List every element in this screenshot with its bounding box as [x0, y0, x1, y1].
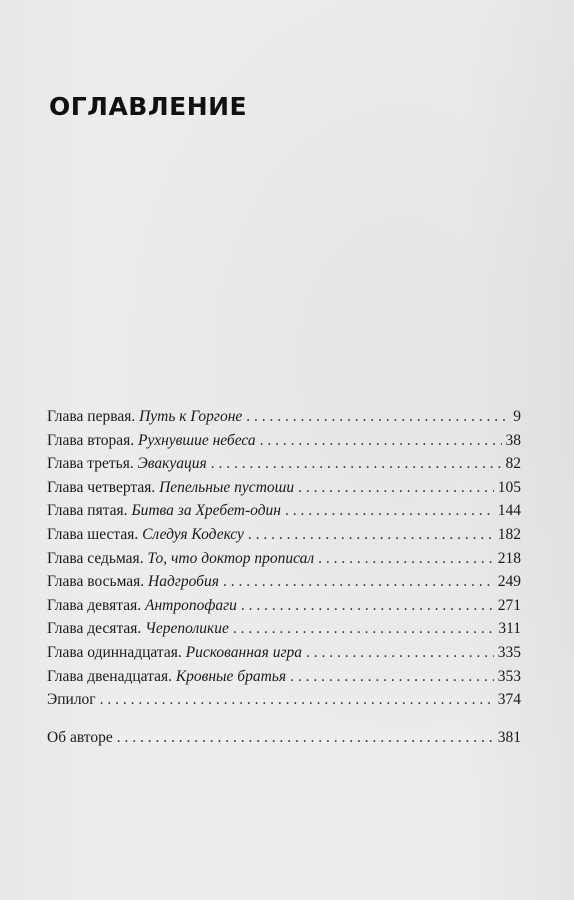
toc-chapter: Глава пятая.: [47, 502, 132, 520]
dot-leader: [211, 452, 502, 476]
toc-entry: [47, 688, 521, 712]
dot-leader: [290, 665, 494, 689]
toc-chapter: Глава двенадцатая.: [47, 667, 176, 685]
toc-entry: [47, 452, 521, 476]
dot-leader: [248, 523, 494, 547]
toc-page-number: 38: [505, 431, 521, 449]
toc-chapter: Глава третья.: [47, 455, 138, 473]
dot-leader: [306, 641, 494, 665]
toc-subtitle: Рискованная игра: [185, 643, 303, 661]
toc-page-number: 374: [497, 691, 521, 709]
toc-subtitle: То, что доктор прописал: [147, 549, 315, 567]
toc-chapter: Глава шестая.: [47, 525, 143, 543]
toc-entry: [47, 429, 521, 453]
toc-entry: [47, 499, 521, 523]
toc-entry: [47, 570, 521, 594]
toc-entry: [47, 665, 521, 689]
toc-page-number: 144: [497, 502, 521, 520]
toc-entry-label: [47, 641, 302, 665]
toc-page-number: 353: [497, 667, 521, 685]
toc-page-number: 182: [497, 525, 521, 543]
toc-page-number: 249: [497, 573, 521, 591]
toc-entry-about-author: [47, 726, 521, 750]
toc-entry: [47, 641, 521, 665]
toc-chapter: Глава вторая.: [47, 431, 139, 449]
toc-subtitle: Антропофаги: [145, 596, 237, 614]
dot-leader: [117, 726, 494, 750]
toc-page-number: 381: [497, 728, 521, 746]
dot-leader: [318, 547, 494, 571]
toc-entry-label: [47, 617, 229, 641]
toc-subtitle: Эвакуация: [137, 455, 207, 473]
toc-entry: [47, 617, 521, 641]
toc-subtitle: Путь к Горгоне: [139, 408, 243, 425]
toc-entry-label: [47, 499, 281, 523]
toc-subtitle: Пепельные пустоши: [159, 478, 295, 496]
table-of-contents: [47, 405, 521, 749]
toc-entry: [47, 523, 521, 547]
toc-subtitle: Рухнувшие небеса: [138, 431, 256, 449]
toc-chapter: Глава девятая.: [47, 596, 146, 614]
toc-page-number: 218: [497, 549, 521, 567]
toc-subtitle: Череполикие: [145, 620, 229, 638]
toc-chapter: Глава четвертая.: [47, 478, 160, 496]
toc-page-number: 335: [497, 643, 521, 661]
toc-entry-label: [47, 523, 244, 547]
toc-entry-label: [47, 665, 286, 689]
toc-chapter: Эпилог: [47, 691, 96, 709]
dot-leader: [260, 429, 502, 453]
toc-page-number: 82: [505, 455, 521, 473]
toc-subtitle: Надгробия: [148, 573, 219, 591]
toc-page-number: 9: [513, 408, 521, 425]
dot-leader: [241, 594, 494, 618]
dot-leader: [223, 570, 494, 594]
toc-entry-label: [47, 476, 294, 500]
toc-page-number: 271: [497, 596, 521, 614]
toc-entry-label: [47, 547, 314, 571]
toc-chapter: Глава первая.: [47, 408, 140, 425]
toc-chapter: Глава десятая.: [47, 620, 146, 638]
toc-chapter: Глава седьмая.: [47, 549, 148, 567]
toc-page-number: 311: [498, 620, 521, 638]
page-title: ОГЛАВЛЕНИЕ: [49, 92, 248, 121]
toc-page-number: 105: [497, 478, 521, 496]
toc-entry-label: [47, 429, 256, 453]
toc-entry-label: [47, 405, 242, 429]
dot-leader: [233, 617, 494, 641]
toc-entry: [47, 405, 521, 429]
toc-entry: [47, 594, 521, 618]
dot-leader: [246, 405, 509, 429]
toc-entry-label: [47, 688, 96, 712]
toc-entry: [47, 547, 521, 571]
toc-entry-label: [47, 594, 237, 618]
toc-chapter: Глава восьмая.: [47, 573, 149, 591]
dot-leader: [100, 688, 494, 712]
dot-leader: [298, 476, 494, 500]
toc-entry-label: [47, 570, 219, 594]
toc-subtitle: Битва за Хребет-один: [131, 502, 281, 520]
toc-chapter: Об авторе: [47, 728, 113, 746]
toc-entry-label: [47, 452, 207, 476]
toc-subtitle: Следуя Кодексу: [142, 525, 244, 543]
dot-leader: [285, 499, 494, 523]
toc-entry: [47, 476, 521, 500]
toc-chapter: Глава одиннадцатая.: [47, 643, 186, 661]
toc-subtitle: Кровные братья: [175, 667, 287, 685]
toc-entry-label: [47, 726, 113, 750]
